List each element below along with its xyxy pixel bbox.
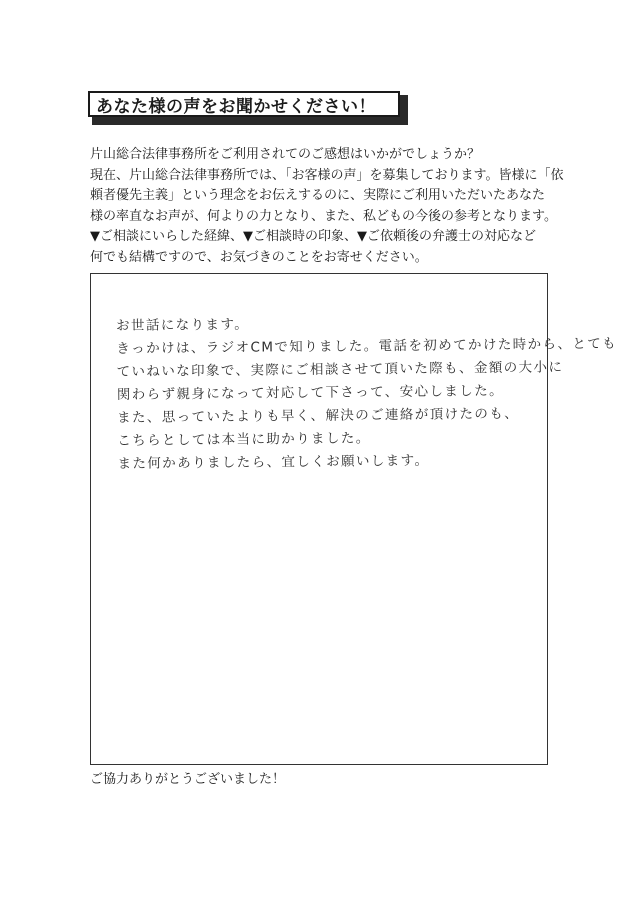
intro-line: 頼者優先主義」という理念をお伝えするのに、実際にご利用いただいたあなた [90,188,546,203]
intro-text [90,145,564,268]
intro-line: 何でも結構ですので、お気づきのことをお寄せください。 [90,249,428,265]
intro-line: 様の率直なお声が、何よりの力となり、また、私どもの今後の参考となります。 [90,208,557,224]
handwritten-line: こちらとしては本当に助かりました。 [117,430,371,449]
handwritten-line: 関わらず親身になって対応して下さって、安心しました。 [116,382,505,403]
thanks-message: ご協力ありがとうございました！ [90,772,286,787]
handwritten-line: きっかけは、ラジオCMで知りました。電話を初めてかけた時から、とても [116,335,618,357]
handwritten-line: また何かありましたら、宜しくお願いします。 [117,452,430,472]
handwritten-line: また、思っていたよりも早く、解決のご連絡が頂けたのも、 [116,405,520,426]
page-title: あなた様の声をお聞かせください！ [88,91,400,117]
handwritten-line: ていねいな印象で、実際にご相談させて頂いた際も、金額の大小に [116,359,564,380]
intro-line: 片山総合法律事務所をご利用されてのご感想はいかがでしょうか？ [90,147,481,162]
handwritten-line: お世話になります。 [116,316,250,334]
handwritten-response [116,310,618,476]
intro-line: 現在、片山総合法律事務所では、「お客様の声」を募集しております。皆様に「依 [90,167,564,183]
intro-line: ▼ご相談にいらした経緯、▼ご相談時の印象、▼ご依頼後の弁護士の対応など [90,229,536,244]
